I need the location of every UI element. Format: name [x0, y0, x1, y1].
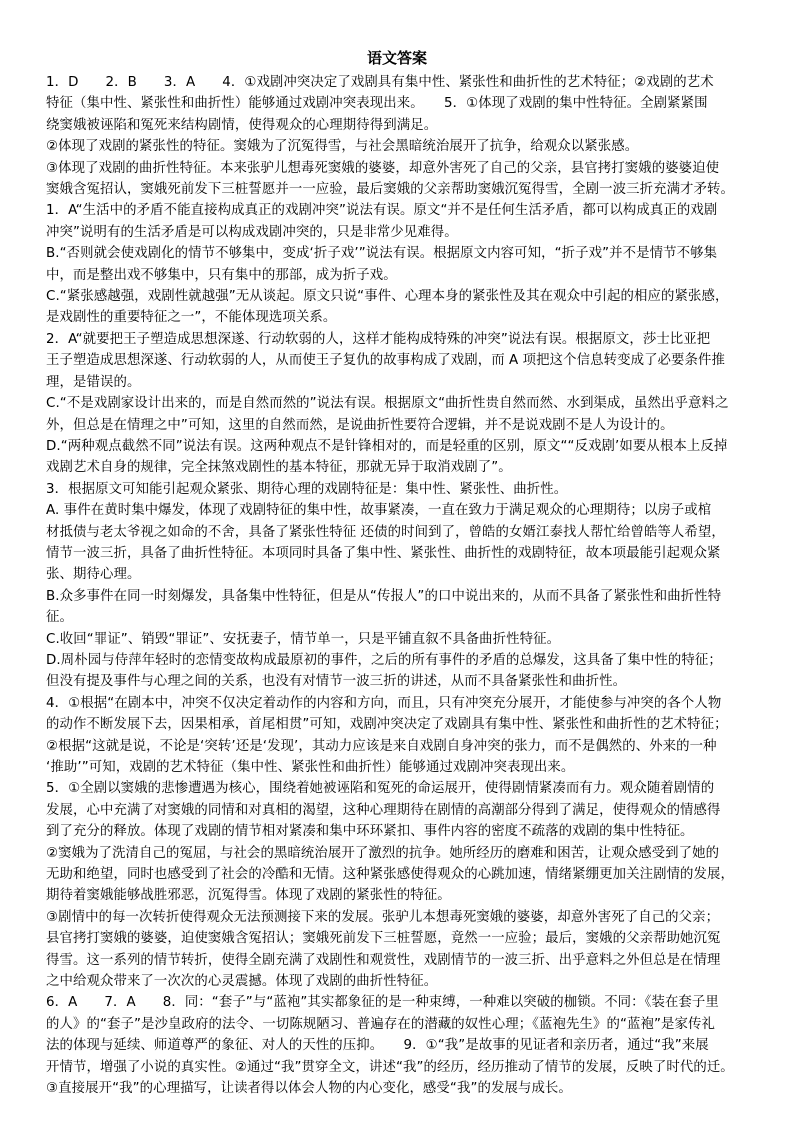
text-line: B.“否则就会使戏剧化的情节不够集中，变成‘折子戏’”说法有误。根据原文内容可知，“折子戏”并不是情节不够集: [46, 246, 718, 262]
text-line: 的动作不断发展下去，因果相承，首尾相贯”可知，戏剧冲突决定了戏剧具有集中性、紧张性和曲折性的艺术特征；: [46, 717, 728, 733]
text-line: C.“紧张感越强，戏剧性就越强”无从谈起。原文只说“事件、心理本身的紧张性及其在观众中引起的相应的紧张感，: [46, 289, 729, 305]
page-title: 语文答案: [366, 49, 427, 67]
text-line: 特征（集中性、紧张性和曲折性）能够通过戏剧冲突表现出来。 5．①体现了戏剧的集中性特征。全剧紧紧围: [46, 96, 708, 112]
text-line: 3．根据原文可知能引起观众紧张、期待心理的戏剧特征是：集中性、紧张性、曲折性。: [46, 481, 568, 497]
text-line: 得雪。这一系列的情节转折，使得全剧充满了戏剧性和观赏性，戏剧情节的一波三折、出乎意料之外但总是在情理: [46, 952, 721, 968]
text-line: 6．A 7．A 8．同：“套子”与“蓝袍”其实都象征的是一种束缚，一种难以突破的枷锁。不同：《装在套子里: [46, 995, 719, 1011]
text-line: 但没有提及事件与心理之间的关系，也没有对情节一波三折的讲述，从而不具备紧张性和曲折性。: [46, 674, 627, 690]
text-line: 期待着窦娥能够战胜邪恶，沉冤得雪。体现了戏剧的紧张性的特征。: [46, 888, 451, 904]
text-line: D.“两种观点截然不同”说法有误。这两种观点不是针锋相对的，而是轻重的区别，原文““反戏剧’如要从根本上反掉: [46, 438, 728, 454]
text-line: 开情节，增强了小说的真实性。②通过“我”贯穿全文，讲述“我”的经历，经历推动了情节的发展，反映了时代的迁。: [46, 1059, 734, 1075]
text-line: 4．①根据“在剧本中，冲突不仅决定着动作的内容和方向，而且，只有冲突充分展开，才能使参与冲突的各个人物: [46, 695, 722, 711]
text-line: 冲突”说明有的生活矛盾是可以构成戏剧冲突的，只是非常少见难得。: [46, 224, 458, 240]
text-line: 2．A“就要把王子塑造成思想深遂、行动软弱的人，这样才能构成特殊的冲突”说法有误。根据原文，莎士比亚把: [46, 331, 711, 347]
text-line: 外，但总是在情理之中”可知，这里的自然而然，是说曲折性要符合逻辑，并不是说戏剧不是人为设计的。: [46, 417, 674, 433]
text-line: ③直接展开“我”的心理描写，让读者得以体会人物的内心变化，感受“我”的发展与成长。: [46, 1081, 572, 1097]
text-line: ③剧情中的每一次转折使得观众无法预测接下来的发展。张驴儿本想毒死窦娥的婆婆，却意外害死了自己的父亲；: [46, 909, 720, 925]
text-line: 是戏剧性的重要特征之一”，不能体现选项关系。: [46, 310, 337, 326]
text-line: 绕窦娥被诬陷和冤死来结构剧情，使得观众的心理期待得到满足。: [46, 117, 438, 133]
text-line: 王子塑造成思想深遂、行动软弱的人，从而使王子复仇的故事构成了戏剧，而 A 项把这个信息转变成了必要条件推: [46, 353, 726, 369]
text-line: 发展，心中充满了对窦娥的同情和对真相的渴望，这种心理期待在剧情的高潮部分得到了满足，使得观众的情感得: [46, 802, 721, 818]
text-line: C.“不是戏剧家设计出来的，而是自然而然的”说法有误。根据原文“曲折性贵自然而然、水到渠成，虽然出乎意料之: [46, 396, 729, 412]
text-line: 无助和绝望，同时也感受到了社会的冷酷和无情。这种紧张感使得观众的心跳加速，情绪紧绷更加关注剧情的发展，: [46, 867, 735, 883]
answer-body: [46, 72, 748, 1100]
text-line: 5．①全剧以窦娥的悲惨遭遇为核心，围绕着她被诬陷和冤死的命运展开，使得剧情紧凑而有力。观众随着剧情的: [46, 781, 715, 797]
text-line: 理，是错误的。: [46, 374, 141, 390]
text-line: ②窦娥为了洗清自己的冤屈，与社会的黑暗统治展开了激烈的抗争。她所经历的磨难和困苦，让观众感受到了她的: [46, 845, 720, 861]
text-line: C.收回“罪证”、销毁“罪证”、安抚妻子，情节单一，只是平铺直叙不具备曲折性特征。: [46, 631, 561, 647]
text-line: 张、期待心理。: [46, 567, 141, 583]
text-line: 中，而是整出戏不够集中，只有集中的那部，成为折子戏。: [46, 267, 397, 283]
text-line: ②根据“这就是说，不论是‘突转’还是‘发现’，其动力应该是来自戏剧自身冲突的张力，而不是偶然的、外来的一种: [46, 738, 717, 754]
text-line: B.众多事件在同一时刻爆发，具备集中性特征，但是从“传报人”的口中说出来的，从而不具备了紧张性和曲折性特: [46, 588, 722, 604]
text-line: ‘推助’”可知，戏剧的艺术特征（集中性、紧张性和曲折性）能够通过戏剧冲突表现出来。: [46, 760, 575, 775]
text-line: D.周朴园与侍萍年轻时的恋情变故构成最原初的事件，之后的所有事件的矛盾的总爆发，这具备了集中性的特征；: [46, 652, 722, 668]
text-line: 之中给观众带来了一次次的心灵震撼。体现了戏剧的曲折性特征。: [46, 974, 438, 990]
text-line: 到了充分的释放。体现了戏剧的情节相对紧凑和集中环环紧扣、事件内容的密度不疏落的戏剧的集中性特征。: [46, 824, 694, 840]
text-line: 1．A“生活中的矛盾不能直接构成真正的戏剧冲突”说法有误。原文“并不是任何生活矛盾，都可以构成真正的戏剧: [46, 203, 718, 219]
text-line: A. 事件在黄时集中爆发，体现了戏剧特征的集中性，故事紧凑，一直在致力于满足观众的心理期待；以房子或棺: [46, 503, 712, 519]
text-line: 的人》的“套子”是沙皇政府的法令、一切陈规陋习、普遍存在的潜藏的奴性心理；《蓝袍先生》的“蓝袍”是家传礼: [46, 1016, 715, 1032]
text-line: 1．D 2．B 3．A 4．①戏剧冲突决定了戏剧具有集中性、紧张性和曲折性的艺术特征；②戏剧的艺术: [46, 75, 714, 90]
text-line: 法的体现与延续、师道尊严的象征、对人的天性的压抑。 9．①“我”是故事的见证者和亲历者，通过“我”来展: [46, 1038, 709, 1054]
text-line: 窦娥含冤招认，窦娥死前发下三桩誓愿并一一应验，最后窦娥的父亲帮助窦娥沉冤得雪，全剧一波三折充满才矛转。: [46, 182, 735, 198]
text-line: 戏剧艺术自身的规律，完全抹煞戏剧性的基本特征，那就无异于取消戏剧了”。: [46, 460, 512, 476]
text-line: 材抵债与老太爷视之如命的不舍，具备了紧张性特征 还债的时间到了，曾皓的女婿江泰找人帮忙给曾皓等人希望，: [46, 524, 725, 540]
text-line: ③体现了戏剧的曲折性特征。本来张驴儿想毒死窦娥的婆婆，却意外害死了自己的父亲，县官拷打窦娥的婆婆迫使: [46, 160, 720, 176]
text-line: 征。: [46, 610, 73, 626]
text-line: 情节一波三折，具备了曲折性特征。本项同时具备了集中性、紧张性、曲折性的戏剧特征，故本项最能引起观众紧: [46, 545, 721, 561]
text-line: 县官拷打窦娥的婆婆，迫使窦娥含冤招认；窦娥死前发下三桩誓愿，竟然一一应验；最后，窦娥的父亲帮助她沉冤: [46, 931, 721, 947]
text-line: ②体现了戏剧的紧张性的特征。窦娥为了沉冤得雪，与社会黑暗统治展开了抗争，给观众以紧张感。: [46, 139, 639, 155]
